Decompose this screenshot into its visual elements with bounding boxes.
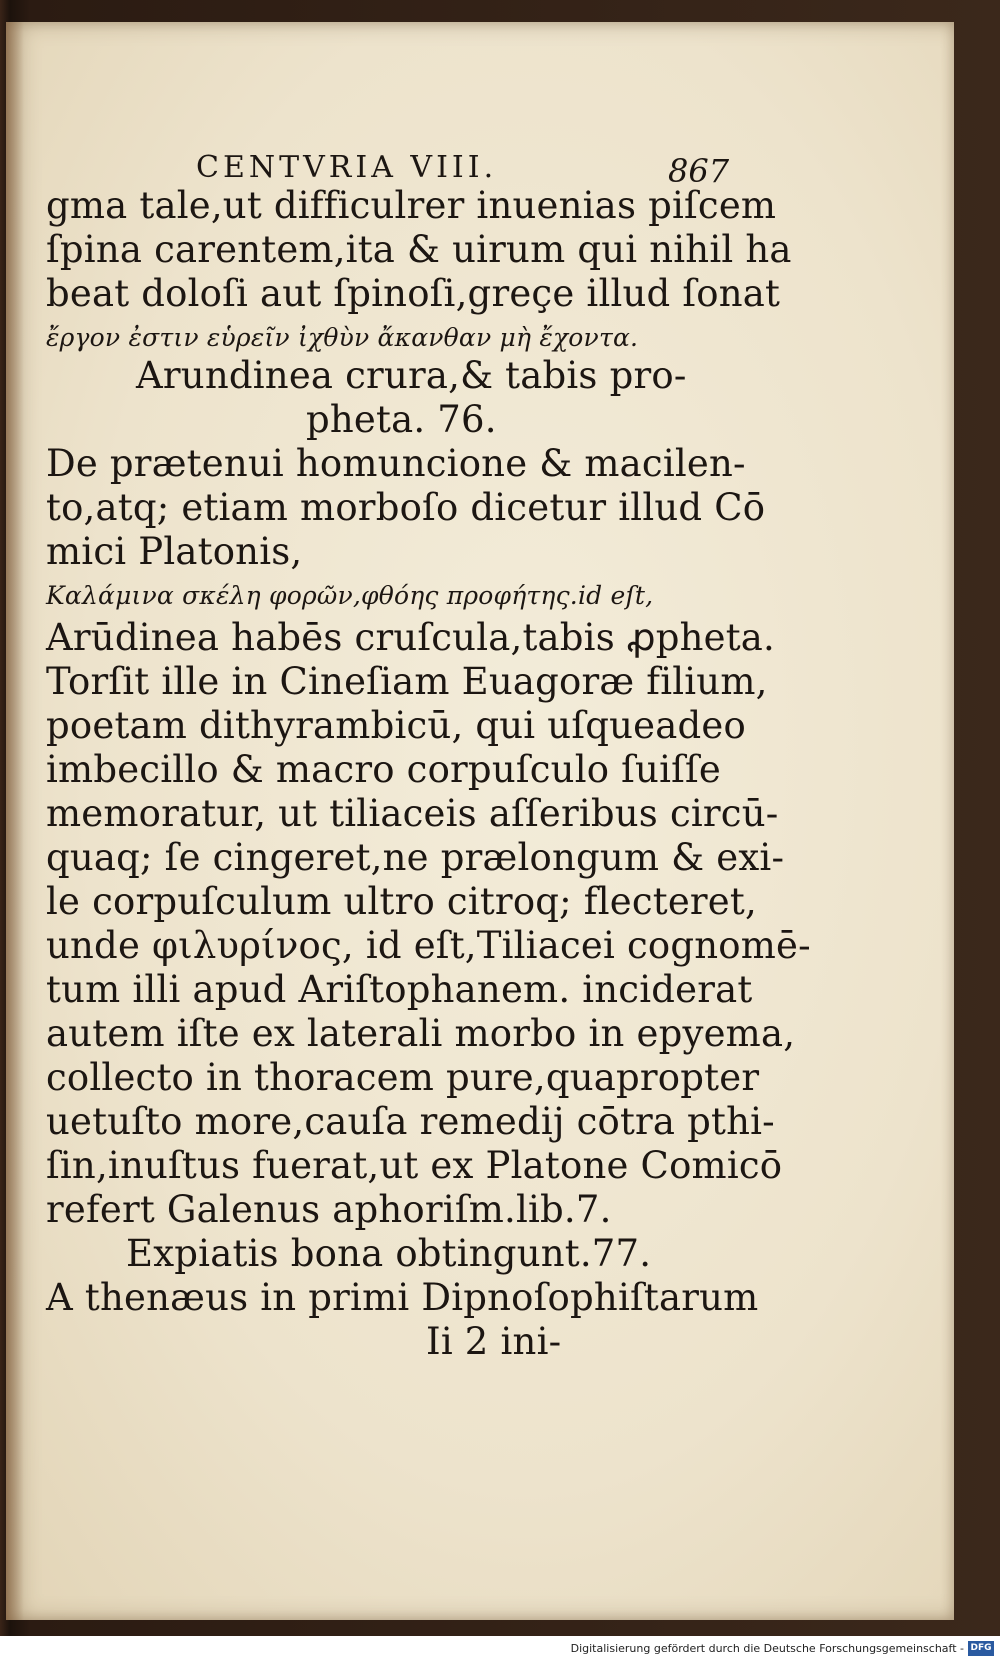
section-heading: Expiatis bona obtingunt.77. xyxy=(126,1232,652,1275)
catchword: Ii 2 ini- xyxy=(426,1320,562,1363)
text-line: gma tale,ut difficulrer inuenias piſcem xyxy=(46,184,777,227)
text-line: memoratur, ut tiliaceis aſſeribus circū- xyxy=(46,792,779,835)
text-line: to,atq; etiam morboſo dicetur illud Cō xyxy=(46,486,766,529)
text-line: tum illi apud Ariſtophanem. inciderat xyxy=(46,968,753,1011)
text-line: quaq; ſe cingeret,ne prælongum & exi- xyxy=(46,836,785,879)
section-heading: Arundinea crura,& tabis pro- xyxy=(136,354,687,397)
greek-line: ἔργον ἐστιν εὑρεῖν ἰχθὺν ἄκανθαν μὴ ἔχοντα. xyxy=(46,323,639,352)
text-line: autem iſte ex laterali morbo in epyema, xyxy=(46,1012,796,1055)
running-head: CENTVRIA VIII. xyxy=(196,150,498,185)
text-line: beat doloſi aut ſpinoſi,greçe illud ſonat xyxy=(46,272,781,315)
text-line: le corpuſculum ultro citroq; flecteret, xyxy=(46,880,757,923)
text-line: De prætenui homuncione & macilen- xyxy=(46,442,746,485)
text-line: refert Galenus aphoriſm.lib.7. xyxy=(46,1188,612,1231)
text-line: uetuſto more,cauſa remedij cōtra pthi- xyxy=(46,1100,775,1143)
footer-credit: Digitalisierung gefördert durch die Deutsche Forschungsgemeinschaft - xyxy=(570,1642,964,1655)
greek-line: Καλάμινα σκέλη φορῶν,φθόης προφήτης.id eſt, xyxy=(46,581,654,610)
text-line: Torſit ille in Cineſiam Euagoræ filium, xyxy=(46,660,768,703)
folio-number: 867 xyxy=(668,152,730,190)
text-line: mici Platonis, xyxy=(46,530,303,573)
text-line: collecto in thoracem pure,quapropter xyxy=(46,1056,760,1099)
text-line: ſpina carentem,ita & uirum qui nihil ha xyxy=(46,228,792,271)
dfg-logo: DFG xyxy=(968,1641,994,1656)
book-page xyxy=(6,22,954,1620)
text-line: poetam dithyrambicū, qui uſqueadeo xyxy=(46,704,746,747)
text-line: Arūdinea habēs cruſcula,tabis ꝓpheta. xyxy=(46,616,776,659)
text-line: ſin,inuſtus fuerat,ut ex Platone Comicō xyxy=(46,1144,783,1187)
text-line: unde φιλυρίνος, id eſt,Tiliacei cognomē- xyxy=(46,924,811,967)
footer-bar xyxy=(0,1636,1000,1664)
text-line: imbecillo & macro corpuſculo ſuiſſe xyxy=(46,748,722,791)
section-heading: pheta. 76. xyxy=(306,398,497,441)
text-line: A thenæus in primi Dipnoſophiſtarum xyxy=(46,1276,759,1319)
